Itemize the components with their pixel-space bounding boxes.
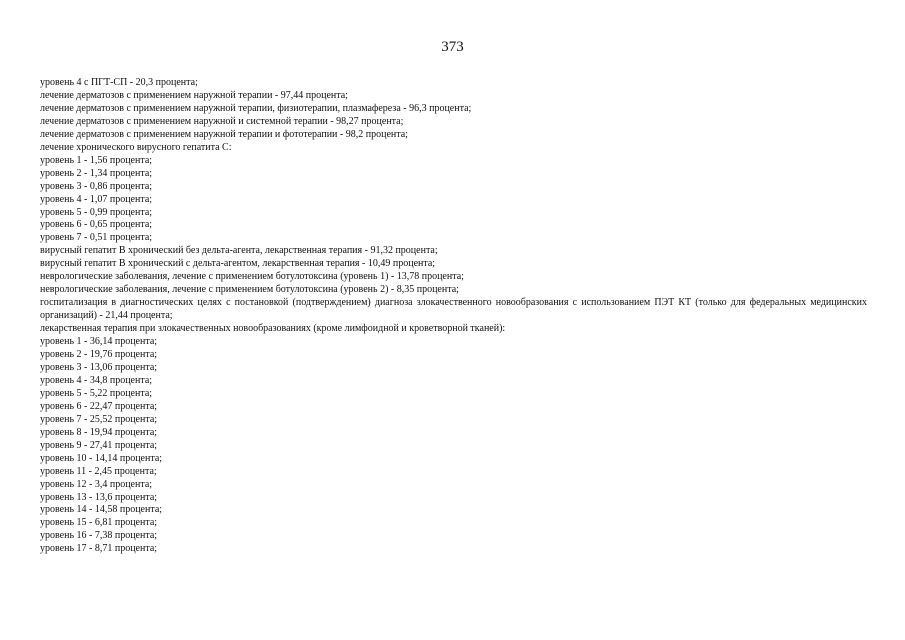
document-line: уровень 9 - 27,41 процента; bbox=[40, 439, 158, 451]
document-line: лечение дерматозов с применением наружной и системной терапии - 98,27 процента; bbox=[40, 115, 404, 127]
document-line: уровень 13 - 13,6 процента; bbox=[40, 491, 158, 503]
document-line: лечение дерматозов с применением наружной терапии и фототерапии - 98,2 процента; bbox=[40, 128, 408, 140]
document-line: вирусный гепатит В хронический без дельта-агента, лекарственная терапия - 91,32 процента; bbox=[40, 245, 438, 257]
document-line: уровень 12 - 3,4 процента; bbox=[40, 478, 153, 490]
document-line: уровень 17 - 8,71 процента; bbox=[40, 543, 158, 555]
document-line: уровень 10 - 14,14 процента; bbox=[40, 452, 163, 464]
document-line: уровень 3 - 0,86 процента; bbox=[40, 180, 153, 192]
page-number: 373 bbox=[441, 39, 464, 55]
document-line: уровень 6 - 22,47 процента; bbox=[40, 400, 158, 412]
document-line: лечение дерматозов с применением наружной терапии - 97,44 процента; bbox=[40, 89, 348, 101]
lines-after-group bbox=[40, 323, 867, 556]
document-line: уровень 1 - 1,56 процента; bbox=[40, 154, 153, 166]
document-line: уровень 14 - 14,58 процента; bbox=[40, 504, 163, 516]
document-line: уровень 2 - 19,76 процента; bbox=[40, 349, 158, 361]
document-line: уровень 7 - 25,52 процента; bbox=[40, 413, 158, 425]
document-line: вирусный гепатит В хронический с дельта-агентом, лекарственная терапия - 10,49 процента; bbox=[40, 258, 436, 270]
document-body bbox=[40, 77, 867, 556]
document-line: уровень 11 - 2,45 процента; bbox=[40, 465, 157, 477]
document-line: лечение хронического вирусного гепатита С: bbox=[40, 141, 232, 153]
document-line: уровень 8 - 19,94 процента; bbox=[40, 426, 158, 438]
document-line: уровень 7 - 0,51 процента; bbox=[40, 232, 153, 244]
document-line: неврологические заболевания, лечение с применением ботулотоксина (уровень 1) - 13,78 процента; bbox=[40, 271, 464, 283]
document-line: уровень 6 - 0,65 процента; bbox=[40, 219, 153, 231]
document-line: уровень 16 - 7,38 процента; bbox=[40, 530, 158, 542]
document-line: уровень 1 - 36,14 процента; bbox=[40, 336, 158, 348]
pet-ct-paragraph: госпитализация в диагностических целях с постановкой (подтверждением) диагноза злокачественного новообразования с использованием ПЭТ КТ (только для федеральных медицинских организаций) - 21,44 процента; bbox=[40, 297, 867, 322]
document-line: уровень 4 - 1,07 процента; bbox=[40, 193, 153, 205]
document-line: уровень 3 - 13,06 процента; bbox=[40, 361, 158, 373]
lines-before-group bbox=[40, 77, 867, 297]
document-line: уровень 2 - 1,34 процента; bbox=[40, 167, 153, 179]
document-line: уровень 15 - 6,81 процента; bbox=[40, 517, 158, 529]
document-line: лекарственная терапия при злокачественных новообразованиях (кроме лимфоидной и кроветворной тканей): bbox=[40, 323, 506, 335]
document-line: уровень 4 - 34,8 процента; bbox=[40, 374, 153, 386]
document-line: уровень 5 - 0,99 процента; bbox=[40, 206, 153, 218]
document-line: уровень 4 с ПГТ-СП - 20,3 процента; bbox=[40, 77, 198, 88]
document-line: неврологические заболевания, лечение с применением ботулотоксина (уровень 2) - 8,35 процента; bbox=[40, 284, 459, 296]
document-line: уровень 5 - 5,22 процента; bbox=[40, 387, 153, 399]
document-line: лечение дерматозов с применением наружной терапии, физиотерапии, плазмафереза - 96,3 процента; bbox=[40, 102, 472, 114]
